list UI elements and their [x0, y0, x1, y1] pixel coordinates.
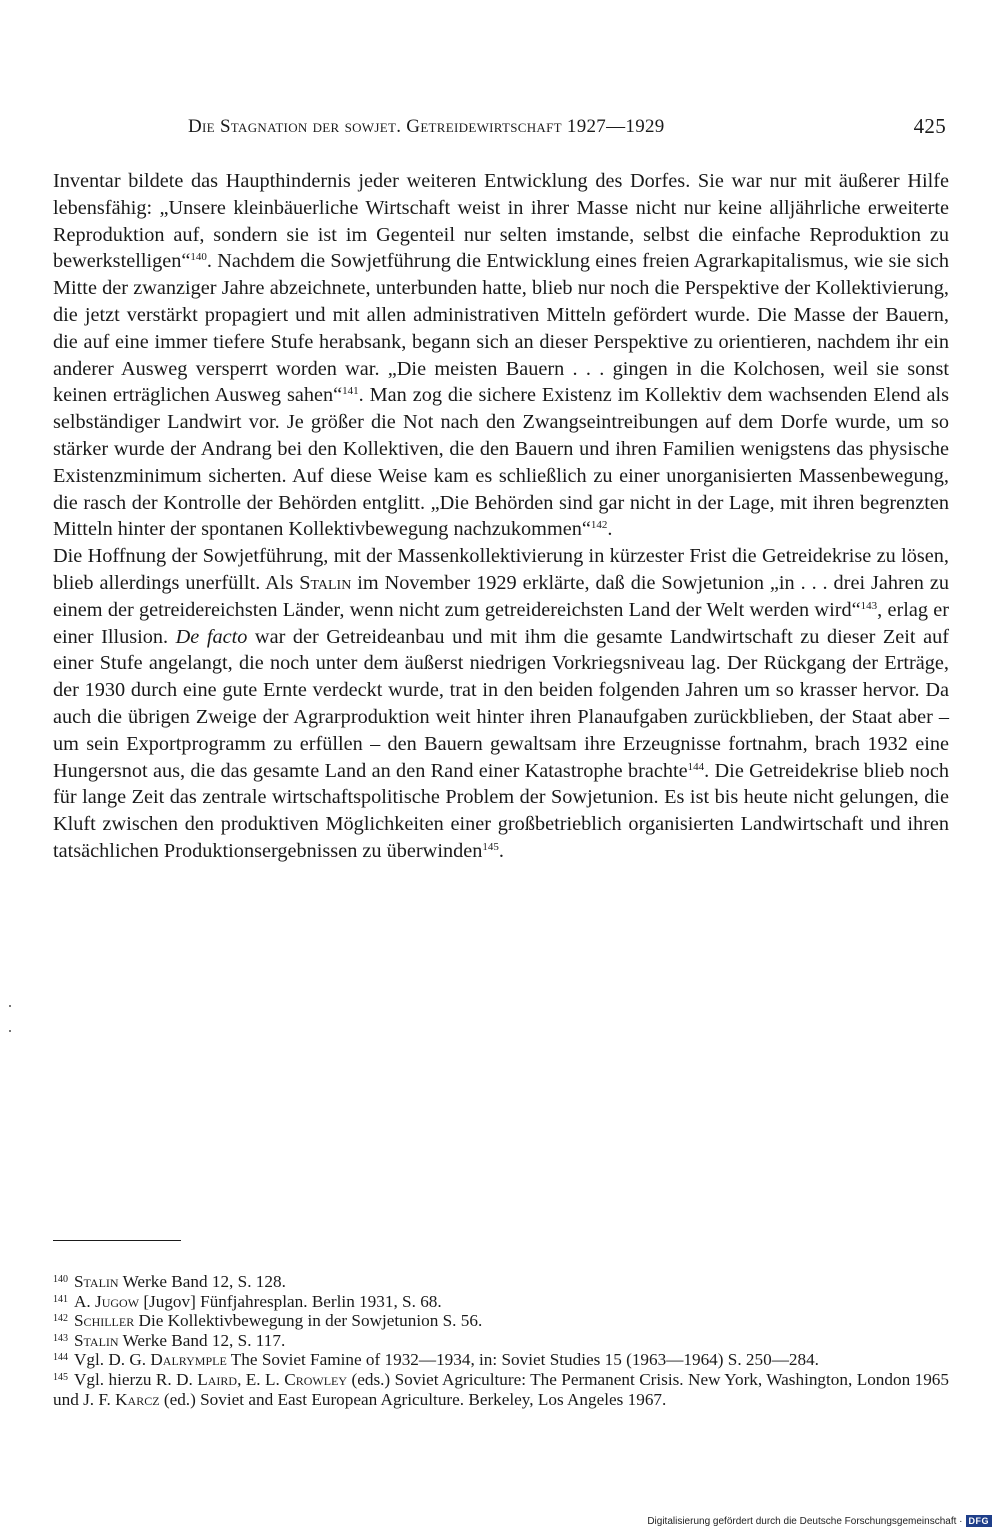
footnote-144 [53, 1350, 949, 1370]
paragraph-2 [53, 543, 949, 865]
footnote-text: Vgl. hierzu R. D. [74, 1369, 198, 1389]
author-name: Laird [197, 1369, 238, 1389]
text-run: , erlag er einer Illusion. [53, 598, 949, 648]
footnote-140 [53, 1272, 949, 1292]
text-run: . Man zog die sichere Existenz im Kollektiv dem wachsenden Elend als selbständiger Landwirt vor. Je größer die Not nach den Zwangseintreibungen auf dem Dorfe wurde, um so stärker wurde der Andrang bei den Kollektiven, die den Bauern und ihren Familien wenigstens das physische Existenzminimum sicherten. Auf diese Weise kam es schließlich zu einer unorganisierten Massenbewegung, die rasch der Kontrolle der Behörden entglitt. „Die Behörden sind gar nicht in der Lage, mit ihren begrenzten Mitteln hinter der spontanen Kollektivbewegung nachzukommen“ [53, 384, 949, 541]
footnote-ref-145: 145 [482, 840, 499, 853]
footnote-text: Werke Band 12, S. 117. [118, 1330, 286, 1350]
author-name: Jugow [95, 1291, 140, 1311]
footnotes [53, 1272, 949, 1409]
text-run: Inventar bildete das Haupthindernis jeder weiteren Entwicklung des Dorfes. Sie war nur mit äußerer Hilfe lebensfähig: „Unsere kleinbäuerliche Wirtschaft weist in ihrer Masse nicht nur keine alljährliche erweiterte Reproduktion auf, sondern sie ist im Gegenteil nur selten imstande, selbst die einfache Reproduktion zu bewerkstelligen“ [53, 170, 949, 273]
footnote-separator [53, 1240, 181, 1241]
author-name: Stalin [74, 1272, 119, 1291]
dfg-logo: DFG [966, 1515, 993, 1527]
scan-speck [9, 1005, 11, 1007]
text-run: . Nachdem die Sowjetführung die Entwicklung eines freien Agrarkapitalismus, wie sie sich Mitte der zwanziger Jahre abzeichnete, unterbunden hatte, blieb nur noch die Perspektive der Kollektivierung, die jetzt verstärkt propagiert und mit allen administrativen Mitteln gefördert wurde. Die Masse der Bauern, die auf eine immer tiefere Stufe herabsank, begann sich an dieser Perspektive zu orientieren, nachdem ihr ein anderer Ausweg versperrt worden war. „Die meisten Bauern . . . gingen in die Kolchosen, weil sie sonst keinen erträglichen Ausweg sahen“ [53, 250, 949, 407]
footnote-ref-141: 141 [342, 385, 359, 398]
author-name: Stalin [299, 571, 352, 594]
running-title: Die Stagnation der sowjet. Getreidewirtschaft 1927—1929 [188, 116, 665, 137]
footnote-text: (eds.) Soviet Agriculture: The Permanent Crisis. New York, Washington, London 1965 und J. F. [53, 1369, 949, 1409]
digitization-credit [647, 1515, 992, 1527]
main-text [53, 168, 949, 865]
text-run: im November 1929 erklärte, daß die Sowjetunion „in . . . drei Jahren zu einem der getreidereichsten Länder, wenn nicht zum getreidereichsten Land der Welt werden wird“ [53, 571, 949, 621]
author-name: Karcz [115, 1389, 160, 1409]
footnote-text: (ed.) Soviet and East European Agriculture. Berkeley, Los Angeles 1967. [159, 1389, 667, 1409]
page-number: 425 [913, 114, 946, 138]
footnote-145 [53, 1370, 949, 1409]
footnote-text: Die Kollektivbewegung in der Sowjetunion S. 56. [134, 1311, 483, 1331]
text-run: Die Hoffnung der Sowjetführung, mit der Massenkollektivierung in kürzester Frist die Getreidekrise zu lösen, blieb allerdings unerfüllt. Als [53, 545, 949, 594]
italic-phrase: De facto [175, 625, 248, 648]
footnote-ref-140: 140 [190, 251, 207, 264]
footnote-142 [53, 1311, 949, 1331]
author-name: Dalrymple [150, 1350, 227, 1370]
text-run: . Die Getreidekrise blieb noch für lange Zeit das zentrale wirtschaftspolitische Problem der Sowjetunion. Es ist bis heute nicht gelungen, die Kluft zwischen den produktiven Möglichkeiten einer großbetrieblich organisierten Landwirtschaft und ihren tatsächlichen Produktionsergebnissen zu überwinden [53, 759, 949, 862]
footnote-number: 144 [53, 1352, 68, 1364]
footnote-ref-142: 142 [590, 519, 608, 532]
footnote-number: 143 [53, 1332, 68, 1344]
footnote-text: , E. L. [237, 1369, 285, 1389]
running-header [188, 116, 946, 138]
text-run: . [607, 518, 613, 541]
footnote-number: 142 [53, 1313, 68, 1325]
footnote-143 [53, 1331, 949, 1351]
scan-speck [9, 1030, 11, 1032]
footnote-text: The Soviet Famine of 1932—1934, in: Soviet Studies 15 (1963—1964) S. 250—284. [226, 1350, 819, 1370]
footnote-ref-143: 143 [860, 599, 878, 612]
author-name: Schiller [74, 1311, 135, 1331]
footnote-text: Vgl. D. G. [74, 1350, 151, 1370]
footnote-number: 141 [53, 1293, 68, 1305]
text-run: war der Getreideanbau und mit ihm die gesamte Landwirtschaft zu dieser Zeit auf einer Stufe angelangt, die noch unter dem äußerst niedrigen Vorkriegsniveau lag. Der Rückgang der Erträge, der 1930 durch eine gute Ernte verdeckt wurde, trat in den beiden folgenden Jahren um so krasser hervor. Da auch die übrigen Zweige der Agrarproduktion weit hinter ihren Planaufgaben zurückblieben, der Staat aber – um sein Exportprogramm zu erfüllen – den Bauern gewaltsam ihre Erzeugnisse fortnahm, brach 1932 eine Hungersnot aus, die das gesamte Land an den Rand einer Katastrophe brachte [53, 625, 949, 782]
footnote-text: [Jugov] Fünfjahresplan. Berlin 1931, S. 68. [139, 1291, 442, 1311]
footnote-text: A. [74, 1291, 96, 1311]
footnote-number: 140 [53, 1274, 68, 1285]
footnote-number: 145 [53, 1371, 68, 1383]
paragraph-1 [53, 168, 949, 543]
footnote-text: Werke Band 12, S. 128. [118, 1272, 286, 1291]
text-run: . [498, 839, 504, 862]
footnote-141 [53, 1292, 949, 1312]
author-name: Crowley [284, 1369, 348, 1389]
footnote-ref-144: 144 [687, 760, 705, 773]
author-name: Stalin [74, 1330, 119, 1350]
credit-text: Digitalisierung gefördert durch die Deutsche Forschungsgemeinschaft · [647, 1515, 963, 1527]
